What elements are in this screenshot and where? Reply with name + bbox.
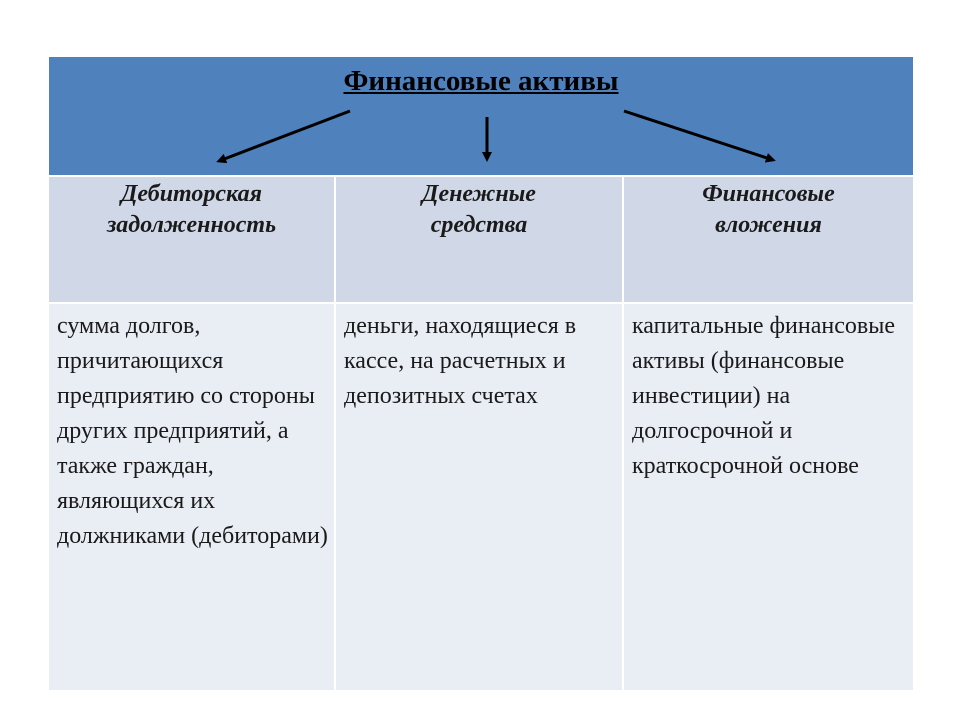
heading-line: средства <box>430 212 528 238</box>
heading-line: Денежные <box>422 181 536 207</box>
heading-line: Дебиторская <box>121 181 262 207</box>
arrow-right-icon <box>624 111 773 160</box>
header-band <box>49 57 913 175</box>
heading-line: вложения <box>715 212 822 238</box>
page-title: Финансовые активы <box>343 65 619 97</box>
column-heading-investments <box>624 175 913 302</box>
heading-line: задолженность <box>106 212 277 238</box>
description-cash: деньги, находящиеся в кассе, на расчетных и депозитных счетах <box>336 302 624 690</box>
table-grid <box>49 175 913 690</box>
heading-line: Финансовые <box>702 181 835 207</box>
description-investments: капитальные финансовые активы (финансовые инвестиции) на долгосрочной и краткосрочной основе <box>624 302 913 690</box>
arrows-diagram <box>49 57 913 175</box>
financial-assets-table <box>49 57 913 690</box>
description-receivables: сумма долгов, причитающихся предприятию со стороны других предприятий, а также граждан, являющихся их должниками (дебиторами) <box>49 302 336 690</box>
column-heading-cash <box>336 175 624 302</box>
column-heading-receivables <box>49 175 336 302</box>
arrow-left-icon <box>219 111 350 161</box>
